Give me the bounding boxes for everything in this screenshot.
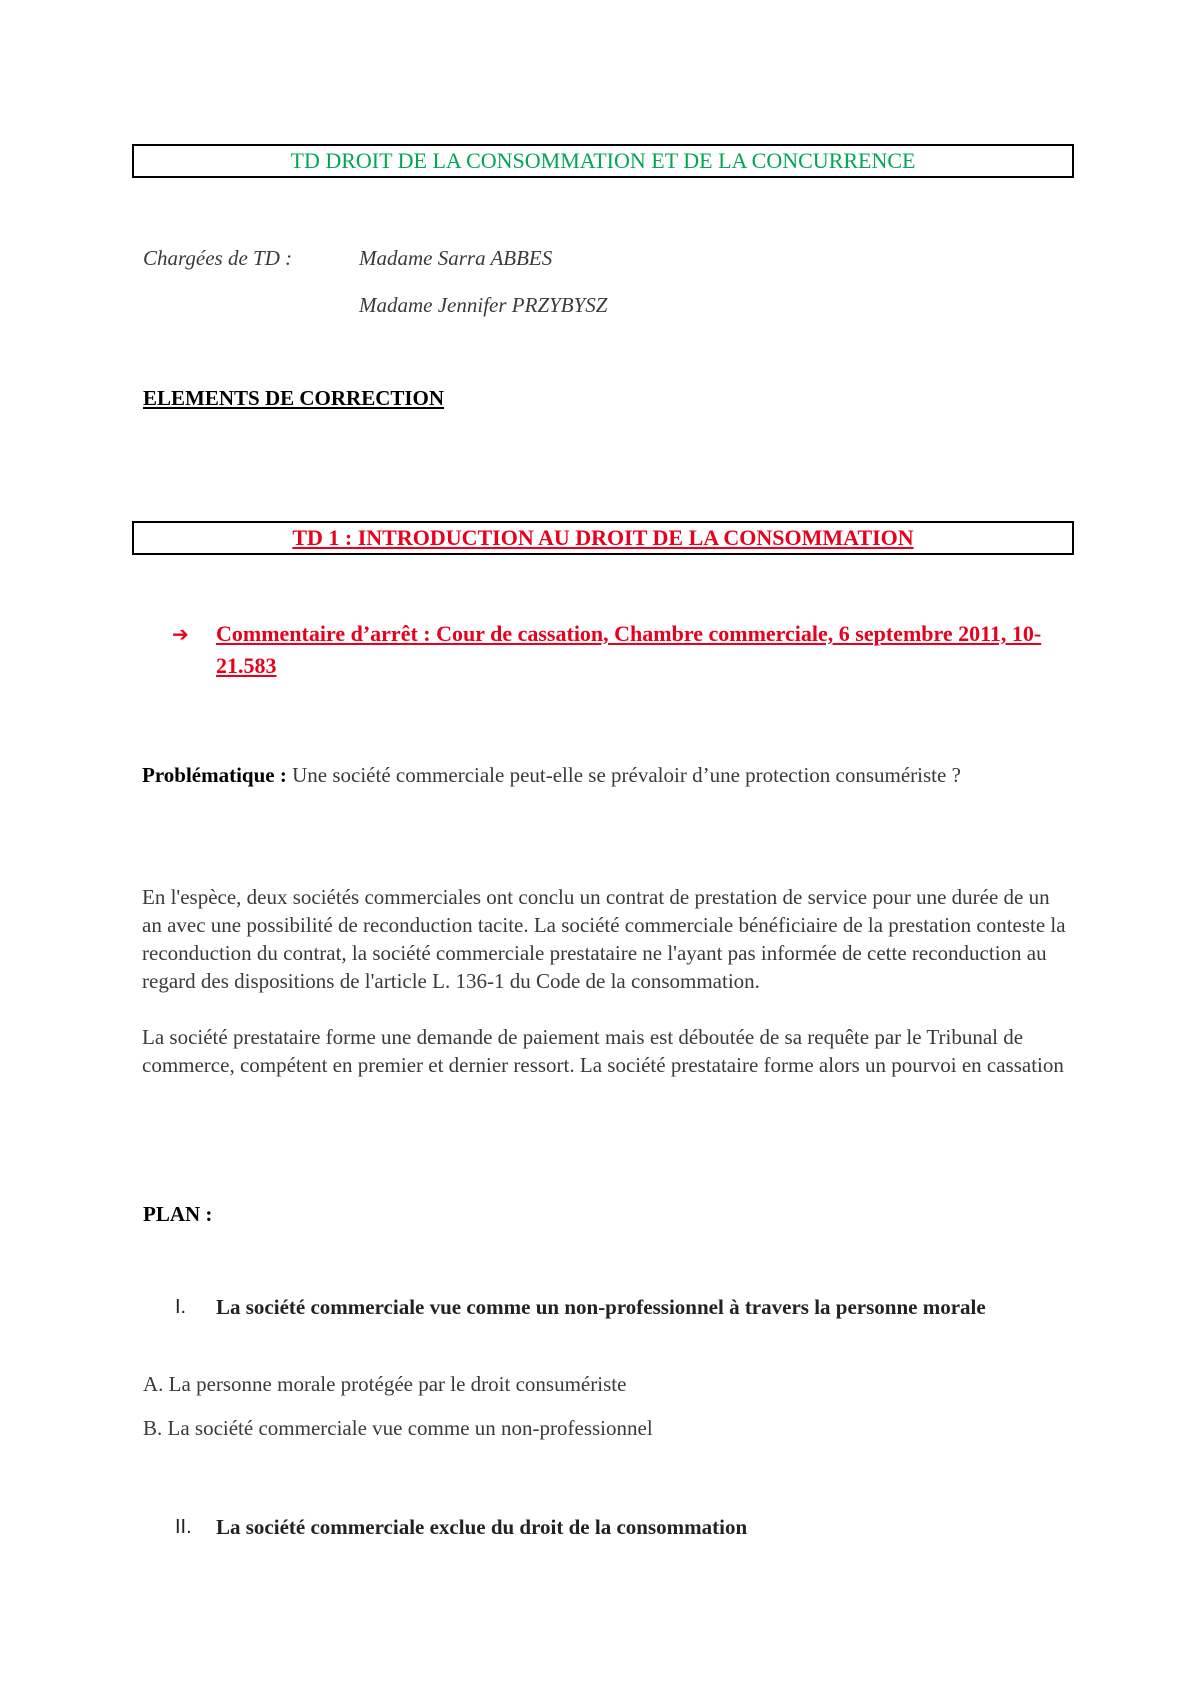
section-heading: ELEMENTS DE CORRECTION [143,386,445,410]
problematique-text: Une société commerciale peut-elle se prévaloir d’une protection consumériste ? [292,763,961,787]
instructor-name-2: Madame Jennifer PRZYBYSZ [359,293,608,317]
plan-part-1-title: La société commerciale vue comme un non-professionnel à travers la personne morale [216,1295,986,1319]
plan-part-2-title: La société commerciale exclue du droit de la consommation [216,1515,748,1539]
problematique [142,759,1072,791]
plan-label: PLAN : [143,1202,213,1226]
main-title: TD DROIT DE LA CONSOMMATION ET DE LA CONCURRENCE [290,148,916,173]
plan-part-1-number: I. [175,1296,187,1318]
plan-part-2-number: II. [175,1516,192,1538]
instructors-label: Chargées de TD : [143,246,293,270]
plan-part-1-sub-b: B. La société commerciale vue comme un non-professionnel [143,1416,653,1440]
faits-paragraph-2: La société prestataire forme une demande de paiement mais est déboutée de sa requête par le Tribunal de commerce, compétent en premier et dernier ressort. La société prestataire forme alors un pourvoi en cassation [142,1025,1064,1077]
main-title-box [132,144,1074,178]
td1-title: TD 1 : INTRODUCTION AU DROIT DE LA CONSOMMATION [292,525,914,550]
td1-title-box [132,521,1074,555]
instructor-name-1: Madame Sarra ABBES [359,246,553,270]
faits-paragraph-1: En l'espèce, deux sociétés commerciales ont conclu un contrat de prestation de service pour une durée de un an avec une possibilité de reconduction tacite. La société commerciale bénéficiaire de la prestation conteste la reconduction du contrat, la société commerciale prestataire ne l'ayant pas informée de cette reconduction au regard des dispositions de l'article L. 136-1 du Code de la consommation. [142,885,1066,993]
problematique-label: Problématique : [142,763,287,787]
plan-part-1-sub-a: A. La personne morale protégée par le droit consumériste [143,1372,627,1396]
commentaire-title: Commentaire d’arrêt : Cour de cassation, Chambre commerciale, 6 septembre 2011, 10-21.583 [216,621,1042,678]
right-arrow-icon: ➔ [172,622,189,646]
